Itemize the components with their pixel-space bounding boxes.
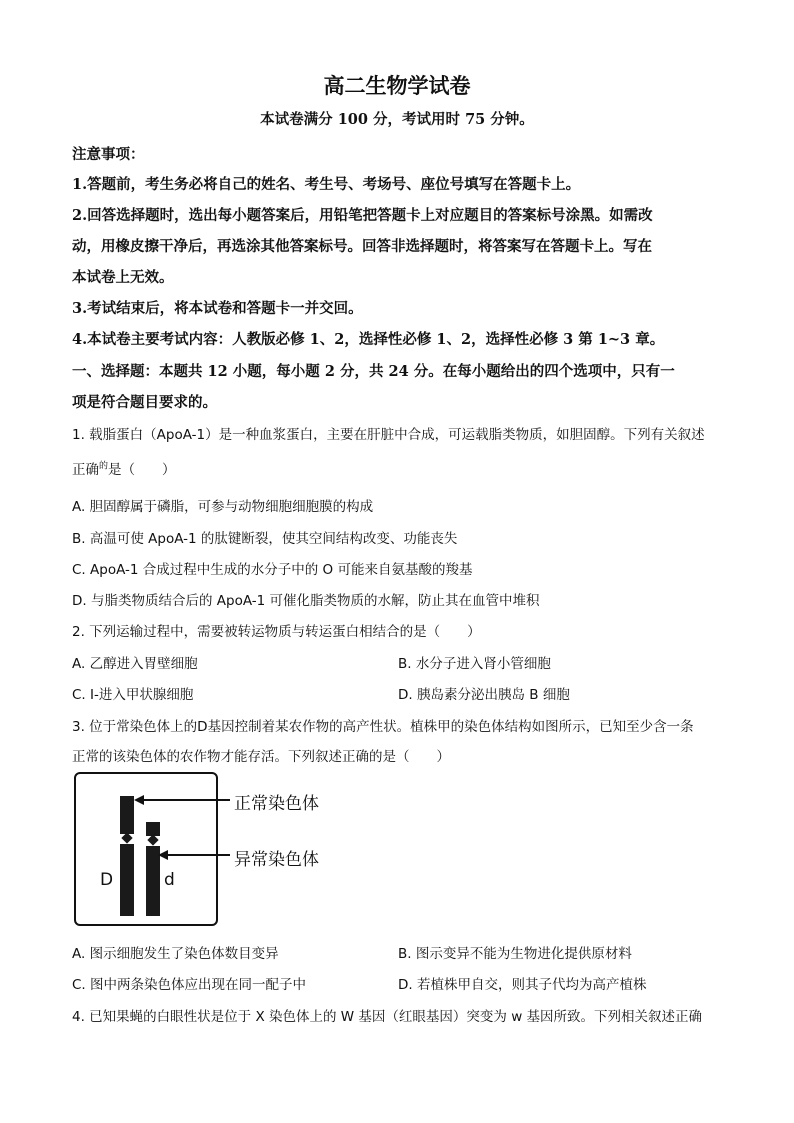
q2-option-a: A. 乙醇进入胃壁细胞 (72, 656, 198, 672)
q1-option-c: C. ApoA-1 合成过程中生成的水分子中的 O 可能来自氨基酸的羧基 (72, 562, 473, 578)
section-heading-line-1: 一、选择题：本题共 12 小题，每小题 2 分，共 24 分。在每小题给出的四个选项中，只有一 (72, 363, 675, 380)
arrow-normal (134, 795, 230, 805)
q3-option-b: B. 图示变异不能为生物进化提供原材料 (398, 946, 632, 962)
q2-stem: 2. 下列运输过程中，需要被转运物质与转运蛋白相结合的是（ ） (72, 624, 481, 640)
exam-subtitle: 本试卷满分 100 分，考试用时 75 分钟。 (260, 111, 534, 128)
q1-option-d: D. 与脂类物质结合后的 ApoA-1 可催化脂类物质的水解，防止其在血管中堆积 (72, 593, 540, 609)
q2-option-d: D. 胰岛素分泌出胰岛 B 细胞 (398, 687, 570, 703)
label-normal-chromosome: 正常染色体 (234, 794, 319, 814)
notes-heading: 注意事项： (72, 146, 145, 163)
q4-stem-line-1: 4. 已知果蝇的白眼性状是位于 X 染色体上的 W 基因（红眼基因）突变为 w 基因所致。下列相关叙述正确 (72, 1009, 703, 1025)
note-2-line-2: 动，用橡皮擦干净后，再选涂其他答案标号。回答非选择题时，将答案写在答题卡上。写在 (72, 238, 652, 255)
label-abnormal-chromosome: 异常染色体 (234, 850, 319, 870)
q1-stem-line-2 (72, 458, 176, 478)
q3-option-a: A. 图示细胞发生了染色体数目变异 (72, 946, 279, 962)
q3-stem-line-2: 正常的该染色体的农作物才能存活。下列叙述正确的是（ ） (72, 749, 450, 765)
note-2-line-3: 本试卷上无效。 (72, 269, 174, 286)
q2-option-c: C. I-进入甲状腺细胞 (72, 687, 194, 703)
q1-stem-text: 正确 (72, 462, 99, 478)
q3-option-c: C. 图中两条染色体应出现在同一配子中 (72, 977, 307, 993)
gene-label-d: d (164, 870, 175, 890)
figure-arrows (130, 788, 240, 868)
q3-option-d: D. 若植株甲自交，则其子代均为高产植株 (398, 977, 647, 993)
q2-option-b: B. 水分子进入肾小管细胞 (398, 656, 551, 672)
arrow-abnormal (158, 850, 230, 860)
gene-label-D: D (100, 870, 114, 890)
q1-stem-sup: 的 (99, 461, 109, 472)
note-4: 4.本试卷主要考试内容：人教版必修 1、2，选择性必修 1、2，选择性必修 3 第 1~3 章。 (72, 331, 665, 348)
q1-stem-line-1: 1. 载脂蛋白（ApoA-1）是一种血浆蛋白，主要在肝脏中合成，可运载脂类物质，如胆固醇。下列有关叙述 (72, 427, 705, 443)
q1-option-b: B. 高温可使 ApoA-1 的肽键断裂，使其空间结构改变、功能丧失 (72, 531, 458, 547)
note-1: 1.答题前，考生务必将自己的姓名、考生号、考场号、座位号填写在答题卡上。 (72, 176, 581, 193)
page-title: 高二生物学试卷 (323, 73, 471, 98)
q1-option-a: A. 胆固醇属于磷脂，可参与动物细胞细胞膜的构成 (72, 499, 374, 515)
note-3: 3.考试结束后，将本试卷和答题卡一并交回。 (72, 300, 363, 317)
section-heading-line-2: 项是符合题目要求的。 (72, 394, 217, 411)
q1-stem-bracket: 是（ ） (108, 462, 176, 478)
note-2-line-1: 2.回答选择题时，选出每小题答案后，用铅笔把答题卡上对应题目的答案标号涂黑。如需改 (72, 207, 653, 224)
q3-stem-line-1: 3. 位于常染色体上的D基因控制着某农作物的高产性状。植株甲的染色体结构如图所示，已知至少含一条 (72, 719, 694, 735)
